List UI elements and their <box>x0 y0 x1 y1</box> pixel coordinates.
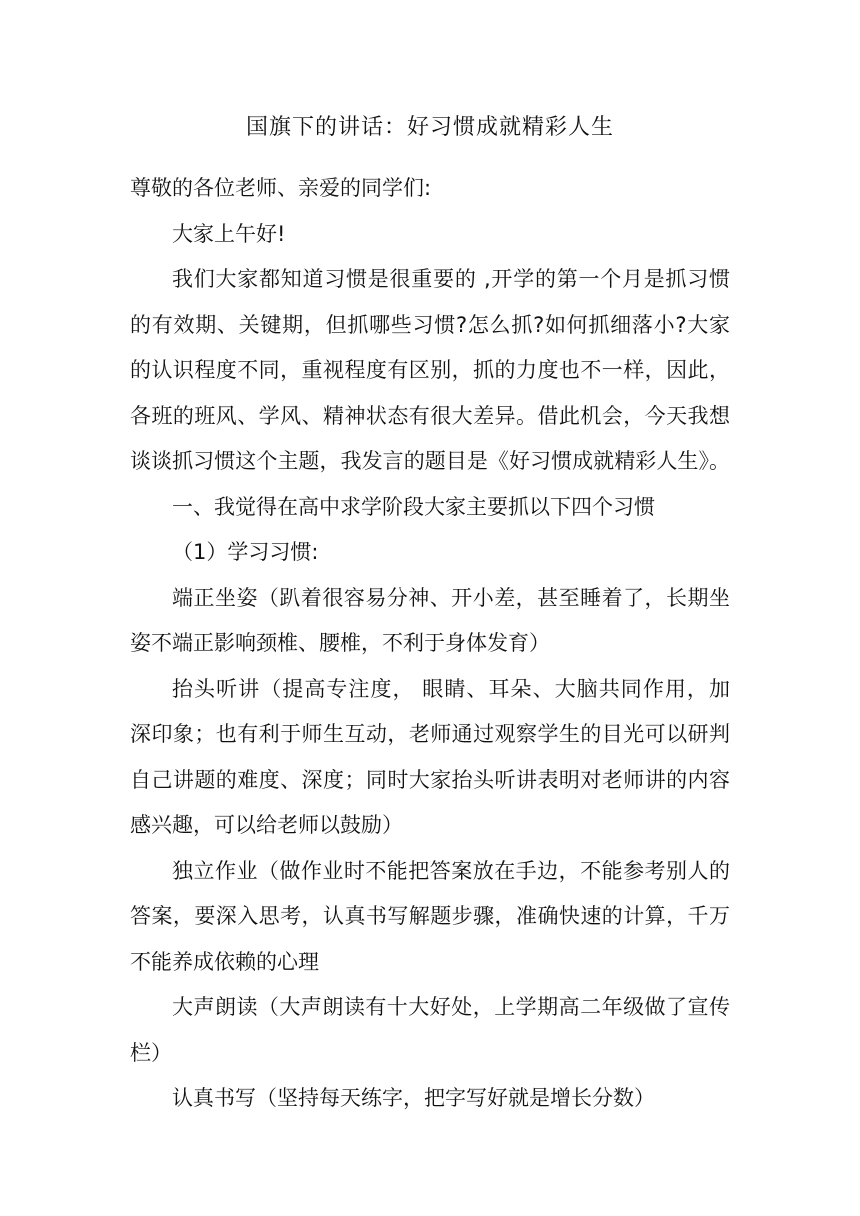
text-line: 不能养成依赖的心理 <box>130 949 319 974</box>
text-line: 谈谈抓习惯这个主题，我发言的题目是《好习惯成就精彩人生》。 <box>130 449 730 473</box>
text-line: 栏） <box>130 1040 172 1065</box>
text-line: 各班的班风、学风、精神状态有很大差异。借此机会，今天我想 <box>130 403 730 428</box>
text-line: 感兴趣，可以给老师以鼓励） <box>130 813 403 837</box>
text-line: 抬头听讲（提高专注度， 眼睛、耳朵、大脑共同作用，加 <box>172 676 730 701</box>
text-line: 的有效期、关键期，但抓哪些习惯?怎么抓?如何抓细落小?大家 <box>130 312 730 337</box>
text-line: 深印象；也有利于师生互动，老师通过观察学生的目光可以研判 <box>130 722 730 746</box>
text-line: 尊敬的各位老师、亲爱的同学们: <box>130 176 432 200</box>
text-line: 认真书写（坚持每天练字，把字写好就是增长分数） <box>172 1086 655 1110</box>
text-line: 大声朗读（大声朗读有十大好处，上学期高二年级做了宣传 <box>172 995 730 1019</box>
text-line: 一、我觉得在高中求学阶段大家主要抓以下四个习惯 <box>172 494 655 519</box>
text-line: 自己讲题的难度、深度；同时大家抬头听讲表明对老师讲的内容 <box>130 767 730 792</box>
text-line: 大家上午好! <box>172 221 286 246</box>
text-line: （1）学习习惯: <box>172 540 319 564</box>
text-line: 我们大家都知道习惯是很重要的 ,开学的第一个月是抓习惯 <box>172 267 730 291</box>
text-line: 端正坐姿（趴着很容易分神、开小差，甚至睡着了，长期坐 <box>172 585 730 610</box>
text-line: 答案，要深入思考，认真书写解题步骤，准确快速的计算，千万 <box>130 904 730 928</box>
text-line: 的认识程度不同，重视程度有区别，抓的力度也不一样，因此， <box>130 358 730 382</box>
text-line: 独立作业（做作业时不能把答案放在手边，不能参考别人的 <box>172 858 730 883</box>
text-line: 姿不端正影响颈椎、腰椎，不利于身体发育） <box>130 631 550 655</box>
page-title: 国旗下的讲话：好习惯成就精彩人生 <box>245 115 614 140</box>
